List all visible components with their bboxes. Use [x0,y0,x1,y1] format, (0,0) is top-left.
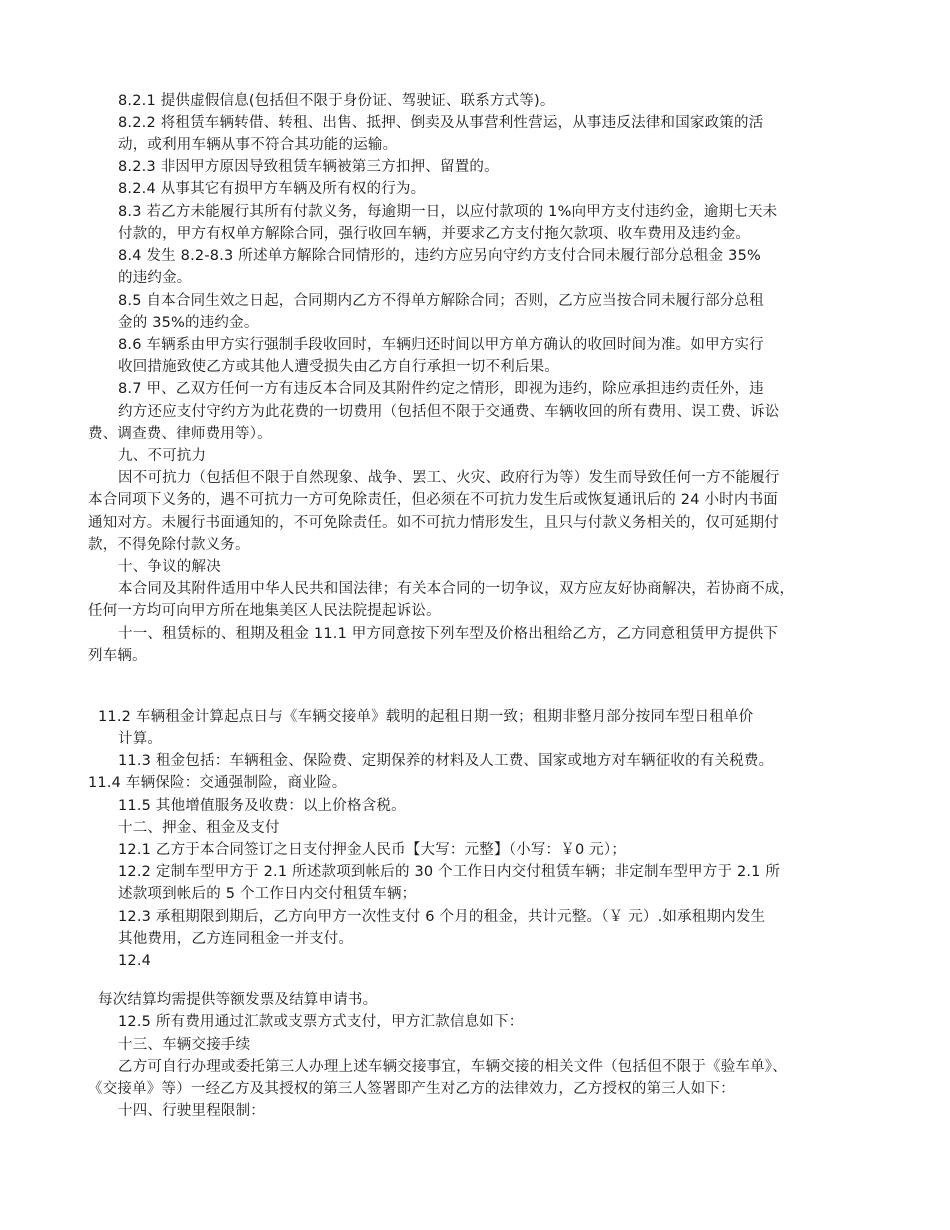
section-heading: 十二、押金、租金及支付 [118,820,280,836]
text-line: 12.4 [118,953,152,969]
text-line: 金的 35%的违约金。 [118,315,259,331]
text-line: 款，不得免除付款义务。 [88,537,250,553]
text-line: 动，或利用车辆从事不符合其功能的运输。 [118,137,398,153]
text-line: 任何一方均可向甲方所在地集美区人民法院提起诉讼。 [88,603,441,619]
text-line: 本合同及其附件适用中华人民共和国法律；有关本合同的一切争议，双方应友好协商解决，若协商不成， [118,581,795,597]
text-line: 乙方可自行办理或委托第三人办理上述车辆交接事宜，车辆交接的相关文件（包括但不限于《验车单》、 [118,1059,787,1075]
text-line: 其他费用，乙方连同租金一并支付。 [118,931,354,947]
text-line: 12.5 所有费用通过汇款或支票方式支付，甲方汇款信息如下： [118,1014,524,1030]
text-line: 约方还应支付守约方为此花费的一切费用（包括但不限于交通费、车辆收回的所有费用、误工费、诉讼 [118,404,780,420]
section-heading: 十三、车辆交接手续 [118,1037,251,1053]
section-heading: 十、争议的解决 [118,559,221,575]
text-line: 每次结算均需提供等额发票及结算申请书。 [98,992,378,1008]
text-line: 8.7 甲、乙双方任何一方有违反本合同及其附件约定之情形，即视为违约，除应承担违约责任外，违 [118,381,764,397]
text-line: 11.3 租金包括：车辆租金、保险费、定期保养的材料及人工费、国家或地方对车辆征收的有关税费。 [118,753,774,769]
text-line: 十一、租赁标的、租期及租金 11.1 甲方同意按下列车型及价格出租给乙方，乙方同意租赁甲方提供下 [118,626,779,642]
text-line: 12.2 定制车型甲方于 2.1 所述款项到帐后的 30 个工作日内交付租赁车辆；非定制车型甲方于 2.1 所 [118,864,781,880]
text-line: 付款的，甲方有权单方解除合同，强行收回车辆，并要求乙方支付拖欠款项、收车费用及违约金。 [118,226,751,242]
text-line: 12.1 乙方于本合同签订之日支付押金人民币【大写：元整】（小写：￥0 元）； [118,842,627,858]
section-heading: 九、不可抗力 [118,448,207,464]
text-line: 《交接单》等）一经乙方及其授权的第三人签署即产生对乙方的法律效力，乙方授权的第三人如下： [88,1081,735,1097]
text-line: 收回措施致使乙方或其他人遭受损失由乙方自行承担一切不利后果。 [118,359,559,375]
text-line: 的违约金。 [118,270,192,286]
section-heading: 十四、行驶里程限制： [118,1103,265,1119]
text-line: 8.3 若乙方未能履行其所有付款义务，每逾期一日，以应付款项的 1%向甲方支付违约金，逾期七天未 [118,204,778,220]
text-line: 通知对方。未履行书面通知的，不可免除责任。如不可抗力情形发生，且只与付款义务相关的，仅可延期付 [88,515,779,531]
text-line: 12.3 承租期限到期后，乙方向甲方一次性支付 6 个月的租金，共计元整。（￥ 元）.如承租期内发生 [118,909,766,925]
text-line: 8.2.2 将租赁车辆转借、转租、出售、抵押、倒卖及从事营利性营运，从事违反法律和国家政策的活 [118,115,764,131]
text-line: 8.2.1 提供虚假信息(包括但不限于身份证、驾驶证、联系方式等)。 [118,93,555,109]
text-line: 8.2.3 非因甲方原因导致租赁车辆被第三方扣押、留置的。 [118,159,499,175]
text-line: 8.6 车辆系由甲方实行强制手段收回时，车辆归还时间以甲方单方确认的收回时间为准。如甲方实行 [118,337,764,353]
text-line: 费、调查费、律师费用等）。 [88,426,272,442]
text-line: 列车辆。 [88,648,147,664]
text-line: 述款项到帐后的 5 个工作日内交付租赁车辆； [118,886,417,902]
text-line: 11.2 车辆租金计算起点日与《车辆交接单》载明的起租日期一致；租期非整月部分按同车型日租单价 [98,709,754,725]
text-line: 8.2.4 从事其它有损甲方车辆及所有权的行为。 [118,181,426,197]
text-line: 计算。 [118,731,163,747]
text-line: 8.4 发生 8.2-8.3 所述单方解除合同情形的，违约方应另向守约方支付合同未履行部分总租金 35% [118,248,761,264]
text-line: 8.5 自本合同生效之日起，合同期内乙方不得单方解除合同；否则，乙方应当按合同未履行部分总租 [118,293,764,309]
text-line: 本合同项下义务的，遇不可抗力一方可免除责任，但必须在不可抗力发生后或恢复通讯后的 24 小时内书面 [88,492,778,508]
text-line: 11.4 车辆保险：交通强制险，商业险。 [88,775,347,791]
text-line: 因不可抗力（包括但不限于自然现象、战争、罢工、火灾、政府行为等）发生而导致任何一方不能履行 [118,470,780,486]
text-line: 11.5 其他增值服务及收费：以上价格含税。 [118,798,406,814]
